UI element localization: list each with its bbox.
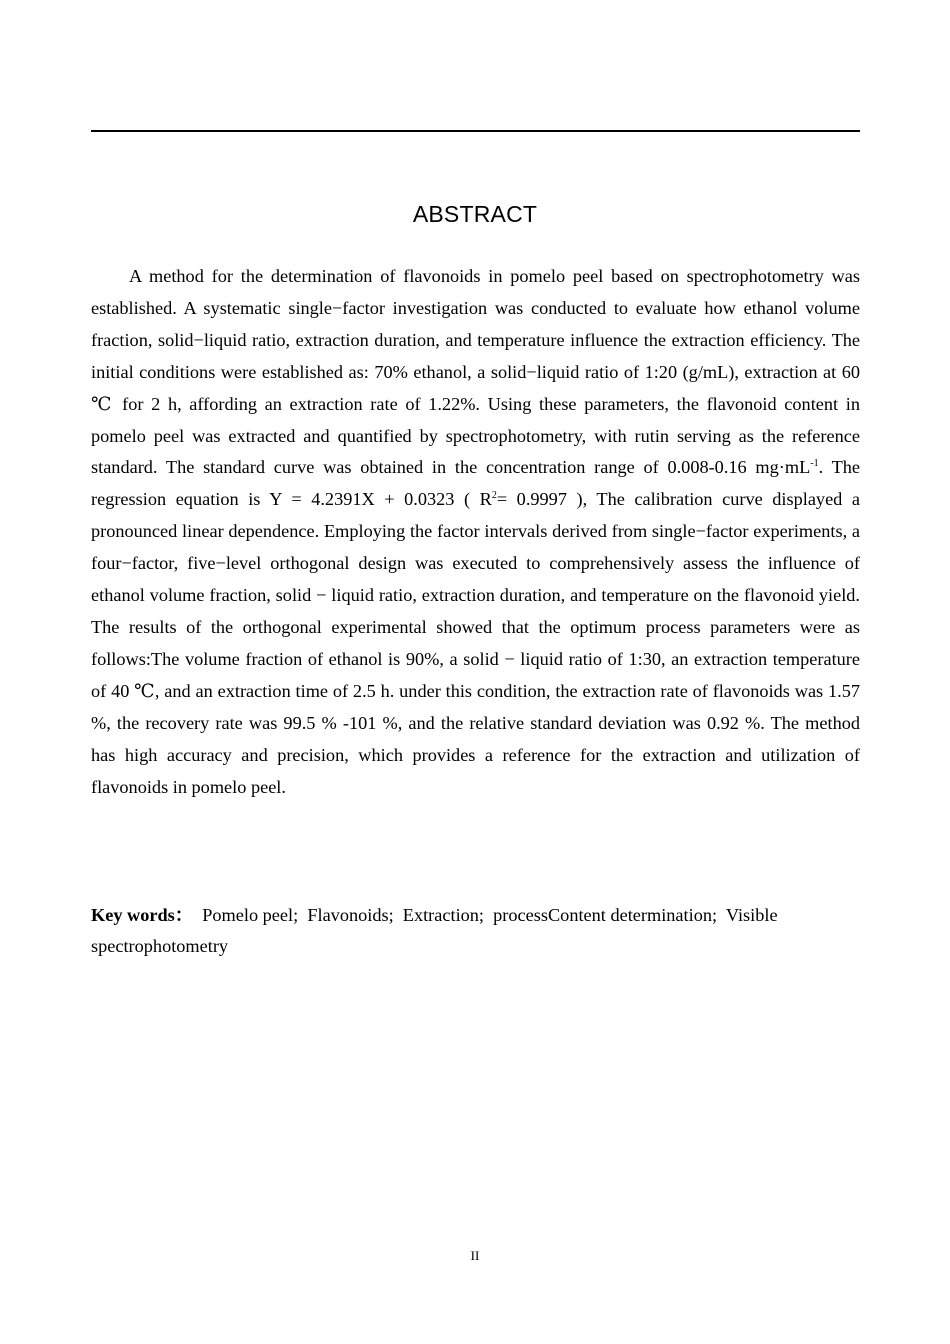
header-rule [91, 130, 860, 132]
page-number: II [470, 1248, 480, 1263]
abstract-paragraph [91, 261, 860, 803]
abstract-text-part2: . The regression equation is Y = 4.2391X + 0.0323 ( R [91, 457, 860, 510]
unit-superscript: -1 [810, 458, 819, 470]
abstract-text-part1: A method for the determination of flavonoids in pomelo peel based on spectrophotometry was established. A systematic single−factor investigation was conducted to evaluate how ethanol volume fraction, solid−liquid ratio, extraction duration, and temperature influence the extraction efficiency. The initial conditions were established as: 70% ethanol, a solid−liquid ratio of 1:20 (g/mL), extraction at 60 ℃ for 2 h, affording an extraction rate of 1.22%. Using these parameters, the flavonoid content in pomelo peel was extracted and quantified by spectrophotometry, with rutin serving as the reference standard. The standard curve was obtained in the concentration range of 0.008-0.16 mg·mL [91, 266, 860, 478]
abstract-text-part3: = 0.9997 ), The calibration curve displayed a pronounced linear dependence. Employing the factor intervals derived from single−factor experiments, a four−factor, five−level orthogonal design was executed to comprehensively assess the influence of ethanol volume fraction, solid − liquid ratio, extraction duration, and temperature on the flavonoid yield. The results of the orthogonal experimental showed that the optimum process parameters were as follows:The volume fraction of ethanol is 90%, a solid − liquid ratio of 1:30, an extraction temperature of 40 ℃, and an extraction time of 2.5 h. under this condition, the extraction rate of flavonoids was 1.57 %, the recovery rate was 99.5 % -101 %, and the relative standard deviation was 0.92 %. The method has high accuracy and precision, which provides a reference for the extraction and utilization of flavonoids in pomelo peel. [91, 489, 860, 797]
keywords-label: Key words： [91, 905, 194, 925]
keywords-text: Pomelo peel; Flavonoids; Extraction; processContent determination; Visible spectrophotometry [91, 905, 783, 956]
r-squared-superscript: 2 [491, 490, 497, 502]
abstract-title: ABSTRACT [412, 201, 538, 227]
keywords-line [91, 900, 860, 962]
